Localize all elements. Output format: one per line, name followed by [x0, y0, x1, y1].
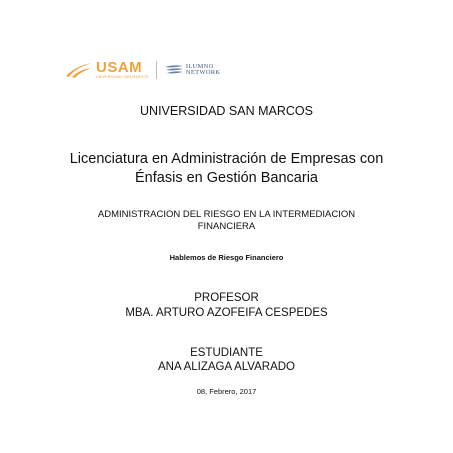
professor-label: PROFESOR: [194, 292, 259, 304]
usam-swoosh-icon: [64, 60, 94, 80]
course-title-line-1: ADMINISTRACION DEL RIESGO EN LA INTERMEDIACION: [97, 209, 356, 220]
university-name: UNIVERSIDAD SAN MARCOS: [140, 104, 313, 118]
header-logos: [64, 58, 220, 82]
student-name: ANA ALIZAGA ALVARADO: [158, 361, 295, 373]
course-title-line-2: FINANCIERA: [197, 221, 256, 232]
ilumno-wing-icon: [164, 63, 184, 77]
topic-title: Hablemos de Riesgo Financiero: [169, 253, 284, 262]
student-label: ESTUDIANTE: [190, 347, 263, 359]
usam-logo: [64, 60, 149, 80]
degree-title-line-2: Énfasis en Gestión Bancaria: [135, 170, 318, 186]
ilumno-network-wordmark: NETWORK: [185, 69, 221, 76]
usam-wordmark: USAM: [96, 59, 143, 77]
logo-divider: [156, 61, 157, 79]
usam-tagline: UNIVERSIDAD SAN MARCOS: [96, 75, 149, 80]
ilumno-logo: [164, 63, 221, 77]
ilumno-wordmark: ILUMNO: [185, 62, 214, 70]
document-date: 08, Febrero, 2017: [196, 387, 257, 396]
professor-name: MBA. ARTURO AZOFEIFA CESPEDES: [125, 307, 328, 319]
degree-title-line-1: Licenciatura en Administración de Empresas con: [69, 151, 384, 167]
